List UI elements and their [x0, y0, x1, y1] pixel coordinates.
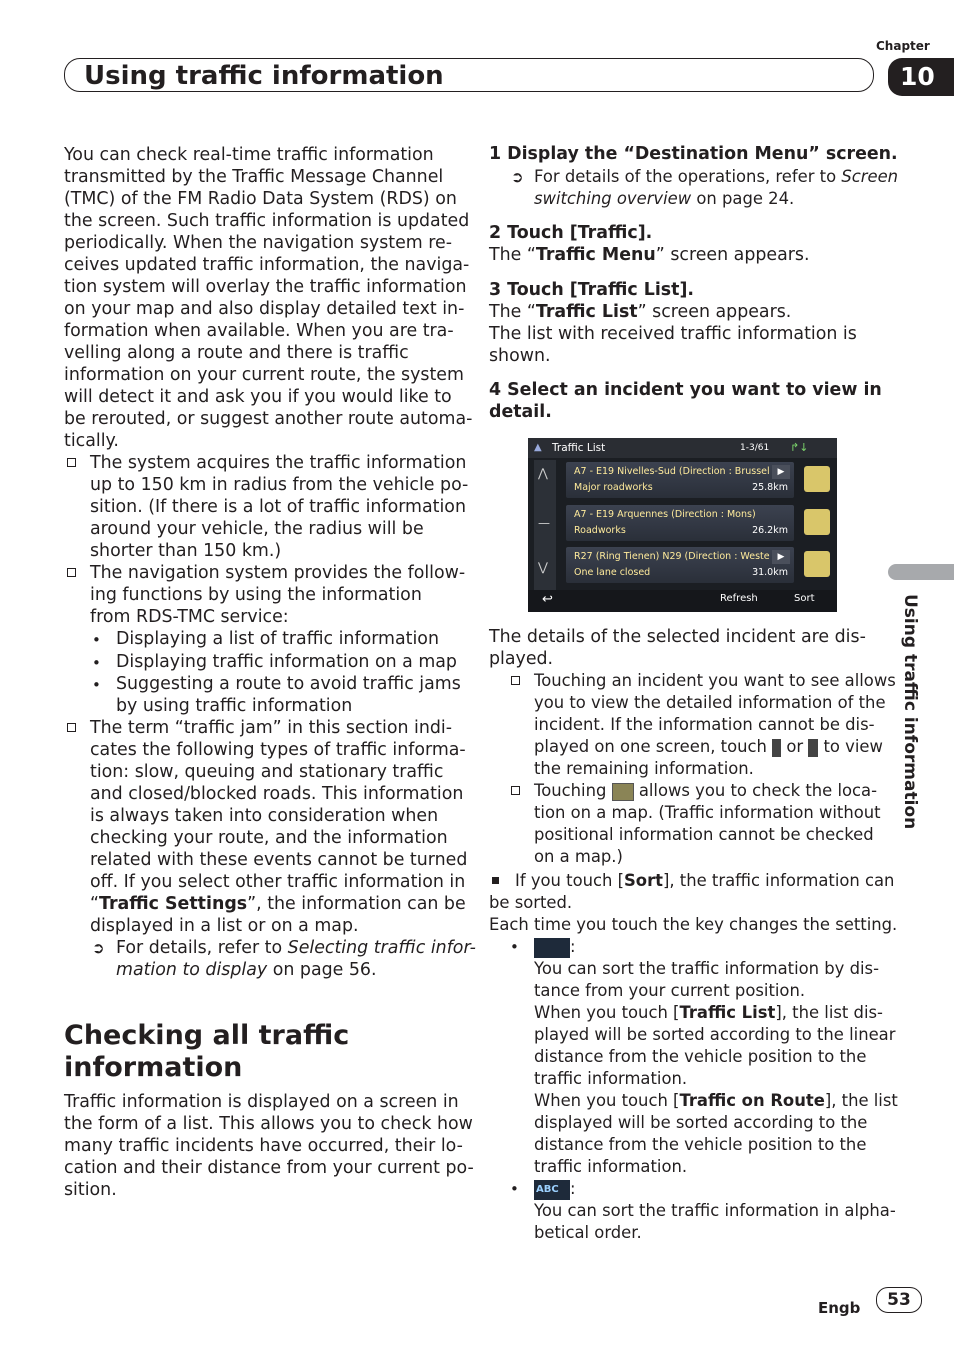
- section-heading: [64, 1020, 349, 1084]
- cross-reference: [116, 937, 476, 981]
- text-line: [116, 937, 476, 959]
- text-line: on a map.): [534, 847, 623, 866]
- sort-alpha-item: [534, 1178, 896, 1244]
- arrow-right-icon: ➲: [92, 939, 105, 957]
- note-bullet-icon: [511, 676, 520, 685]
- sort-distance-icon: [534, 938, 570, 958]
- incident-type: Roadworks: [574, 525, 626, 536]
- text-fragment: ], the list dis-: [775, 1003, 883, 1022]
- text-line: be sorted.: [489, 893, 573, 912]
- text-fragment: Touching: [534, 781, 612, 800]
- traffic-on-route-term: Traffic on Route: [679, 1091, 825, 1110]
- note-bullet-icon: [67, 458, 76, 467]
- text-line: [534, 188, 898, 210]
- text-fragment: ” screen appears.: [637, 302, 792, 322]
- text-line: Touching an incident you want to see allows: [534, 671, 896, 690]
- text-line: [534, 736, 896, 758]
- text-fragment: ”, the information can be: [247, 894, 466, 914]
- text-line: played will be sorted according to the linear: [534, 1025, 896, 1044]
- chapter-number: 10: [888, 58, 954, 96]
- text-line: positional information cannot be checked: [534, 825, 874, 844]
- scroll-up-icon[interactable]: ⋀: [538, 466, 548, 480]
- text-line: played.: [489, 649, 554, 669]
- text-fragment: on page 24.: [691, 189, 795, 208]
- note-bullet-icon: [67, 723, 76, 732]
- text-line: (TMC) of the FM Radio Data System (RDS) on: [64, 189, 457, 209]
- incident-distance: 31.0km: [752, 567, 788, 578]
- text-line: tance from your current position.: [534, 981, 806, 1000]
- text-fragment: When you touch [: [534, 1091, 680, 1110]
- page-number: 53: [876, 1287, 922, 1313]
- sort-paragraph: [489, 870, 897, 936]
- incident-location: A7 - E19 Nivelles-Sud (Direction : Brussel: [574, 466, 770, 477]
- bullet-dot-icon: •: [510, 1180, 519, 1198]
- text-line: by using traffic information: [116, 696, 353, 716]
- language-label: Engb: [818, 1299, 861, 1317]
- text-fragment: The “: [489, 302, 536, 322]
- text-line: checking your route, and the information: [90, 828, 448, 848]
- traffic-list-screenshot: [528, 438, 837, 612]
- text-line: tion system will overlay the traffic information: [64, 277, 467, 297]
- back-icon[interactable]: ↩: [542, 592, 553, 607]
- traffic-menu-term: Traffic Menu: [535, 245, 656, 265]
- text-line: be rerouted, or suggest another route automa-: [64, 409, 473, 429]
- step-3: 3 Touch [Traffic List].: [489, 280, 695, 300]
- note-radius: [90, 452, 468, 562]
- reference-link[interactable]: Selecting traffic infor-: [287, 938, 476, 958]
- text-line: on your map and also display detailed text in-: [64, 299, 465, 319]
- section-title: Using traffic information: [84, 61, 444, 91]
- incident-type: Major roadworks: [574, 482, 653, 493]
- text-line: [116, 959, 476, 981]
- heading-line: Checking all traffic: [64, 1020, 350, 1051]
- scroll-down-icon: [772, 739, 781, 757]
- text-line: the remaining information.: [534, 759, 754, 778]
- text-line: The list with received traffic information is: [489, 324, 857, 344]
- sort-distance-icon[interactable]: ↱↓: [790, 441, 809, 454]
- list-item: Displaying traffic information on a map: [116, 652, 457, 672]
- text-fragment: The “: [489, 245, 536, 265]
- text-line: Traffic information is displayed on a screen in: [64, 1092, 459, 1112]
- step-4: [489, 379, 882, 423]
- text-line: displayed will be sorted according to the: [534, 1113, 868, 1132]
- text-line: is always taken into consideration when: [90, 806, 439, 826]
- traffic-list-term: Traffic List: [535, 302, 638, 322]
- text-line: displayed in a list or on a map.: [90, 916, 359, 936]
- play-icon[interactable]: ▶: [772, 550, 790, 564]
- text-line: [489, 870, 897, 892]
- step-2: 2 Touch [Traffic].: [489, 223, 653, 243]
- text-line: tically.: [64, 431, 119, 451]
- bullet-dot-icon: •: [92, 631, 101, 649]
- arrow-right-icon: ➲: [511, 168, 524, 186]
- text-line: The term “traffic jam” in this section indi-: [90, 718, 453, 738]
- checking-paragraph: [64, 1091, 474, 1201]
- incident-distance: 25.8km: [752, 482, 788, 493]
- text-line: cates the following types of traffic informa-: [90, 740, 466, 760]
- text-line: shorter than 150 km.): [90, 541, 282, 561]
- note-traffic-jam: [90, 717, 467, 937]
- text-line: you to view the detailed information of the: [534, 693, 886, 712]
- list-item: Displaying a list of traffic information: [116, 629, 439, 649]
- step-1-reference: [534, 166, 898, 210]
- screen-title: Traffic List: [552, 442, 606, 454]
- step-1: 1 Display the “Destination Menu” screen.: [489, 144, 898, 164]
- note-functions: [90, 562, 465, 628]
- side-tab-marker: [888, 564, 954, 580]
- text-fragment: For details, refer to: [116, 938, 288, 958]
- scroll-up-icon: [808, 739, 818, 757]
- step-3-result: [489, 301, 857, 367]
- text-fragment: allows you to check the loca-: [633, 781, 878, 800]
- text-fragment: on page 56.: [267, 960, 377, 980]
- reference-link[interactable]: Screen: [841, 167, 899, 186]
- text-line: around your vehicle, the radius will be: [90, 519, 424, 539]
- text-line: ceives updated traffic information, the naviga-: [64, 255, 470, 275]
- reference-link[interactable]: switching overview: [534, 189, 692, 208]
- text-line: information on your current route, the system: [64, 365, 464, 385]
- sort-button[interactable]: Sort: [794, 593, 815, 604]
- text-line: [534, 1002, 898, 1024]
- text-line: Suggesting a route to avoid traffic jams: [116, 674, 461, 694]
- screen-bottom-bar: [528, 590, 837, 612]
- incident-row[interactable]: [566, 462, 794, 498]
- text-fragment: ], the list: [824, 1091, 898, 1110]
- incident-location: R27 (Ring Tienen) N29 (Direction : Weste: [574, 551, 770, 562]
- text-line: [534, 166, 898, 188]
- bullet-dot-icon: •: [510, 938, 519, 956]
- side-section-title: Using traffic information: [900, 594, 920, 830]
- incident-type: One lane closed: [574, 567, 651, 578]
- text-line: incident. If the information cannot be dis-: [534, 715, 875, 734]
- incident-row[interactable]: [566, 547, 794, 583]
- text-line: from RDS-TMC service:: [90, 607, 289, 627]
- list-item: [116, 673, 461, 717]
- text-line: Each time you touch the key changes the setting.: [489, 915, 898, 934]
- scroll-down-icon[interactable]: ⋁: [538, 560, 548, 574]
- sort-alphabetical-icon: ABC: [534, 1180, 570, 1200]
- text-fragment: :: [570, 1179, 576, 1198]
- text-line: 4 Select an incident you want to view in: [489, 380, 882, 400]
- note-touch-map: [534, 780, 881, 868]
- text-line: [534, 936, 898, 958]
- list-count: 1-3/61: [740, 443, 770, 453]
- text-fragment: ” screen appears.: [655, 245, 810, 265]
- text-line: related with these events cannot be turned: [90, 850, 468, 870]
- text-line: velling along a route and there is traffic: [64, 343, 409, 363]
- text-fragment: :: [570, 937, 576, 956]
- text-line: distance from the vehicle position to the: [534, 1135, 867, 1154]
- text-line: detail.: [489, 402, 552, 422]
- bullet-dot-icon: •: [92, 654, 101, 672]
- text-line: [534, 780, 881, 802]
- text-line: tion on a map. (Traffic information without: [534, 803, 881, 822]
- text-line: betical order.: [534, 1223, 642, 1242]
- reference-link[interactable]: mation to display: [116, 960, 268, 980]
- sort-term: Sort: [624, 871, 663, 890]
- text-line: The navigation system provides the follow-: [90, 563, 466, 583]
- text-line: periodically. When the navigation system re-: [64, 233, 452, 253]
- text-line: shown.: [489, 346, 551, 366]
- text-line: formation when available. When you are tra-: [64, 321, 454, 341]
- text-fragment: played on one screen, touch: [534, 737, 773, 756]
- map-button[interactable]: [804, 551, 830, 577]
- text-line: The details of the selected incident are dis-: [489, 627, 866, 647]
- text-line: cation and their distance from your current po-: [64, 1158, 474, 1178]
- text-line: and closed/blocked roads. This information: [90, 784, 464, 804]
- sort-distance-item: [534, 936, 898, 1178]
- bullet-dot-icon: •: [92, 676, 101, 694]
- intro-paragraph: [64, 144, 472, 452]
- refresh-button[interactable]: Refresh: [720, 593, 758, 604]
- text-fragment: If you touch [: [515, 871, 624, 890]
- traffic-list-term: Traffic List: [679, 1003, 776, 1022]
- text-fragment: When you touch [: [534, 1003, 680, 1022]
- note-bullet-icon: [67, 568, 76, 577]
- text-line: You can sort the traffic information by dis-: [534, 959, 879, 978]
- map-button[interactable]: [804, 509, 830, 535]
- note-touch-incident: [534, 670, 896, 780]
- text-line: The system acquires the traffic information: [90, 453, 467, 473]
- text-line: tion: slow, queuing and stationary traffic: [90, 762, 444, 782]
- text-line: ing functions by using the information: [90, 585, 422, 605]
- details-paragraph: [489, 626, 866, 670]
- text-line: sition.: [64, 1180, 117, 1200]
- text-line: the form of a list. This allows you to check how: [64, 1114, 473, 1134]
- text-line: transmitted by the Traffic Message Channel: [64, 167, 444, 187]
- incident-location: A7 - E19 Arquennes (Direction : Mons): [574, 509, 756, 520]
- note-bullet-icon: [511, 786, 520, 795]
- text-line: [90, 893, 467, 915]
- quote-open: “: [90, 894, 100, 914]
- text-fragment: For details of the operations, refer to: [534, 167, 842, 186]
- text-line: distance from the vehicle position to the: [534, 1047, 867, 1066]
- text-fragment: to view: [818, 737, 883, 756]
- text-line: traffic information.: [534, 1069, 688, 1088]
- text-line: You can check real-time traffic information: [64, 145, 434, 165]
- text-fragment: ], the traffic information can: [662, 871, 895, 890]
- text-line: sition. (If there is a lot of traffic information: [90, 497, 466, 517]
- scroll-handle-icon[interactable]: —: [538, 516, 550, 530]
- text-line: [534, 1178, 896, 1200]
- text-line: many traffic incidents have occurred, their lo-: [64, 1136, 463, 1156]
- text-line: up to 150 km in radius from the vehicle po-: [90, 475, 469, 495]
- car-icon: ▲: [534, 442, 542, 453]
- text-line: will detect it and ask you if you would like to: [64, 387, 452, 407]
- play-icon[interactable]: ▶: [772, 465, 790, 479]
- text-fragment: or: [781, 737, 809, 756]
- text-line: the screen. Such traffic information is updated: [64, 211, 470, 231]
- text-line: [489, 301, 857, 323]
- chapter-label: Chapter: [876, 39, 930, 53]
- step-2-result: [489, 244, 810, 266]
- incident-distance: 26.2km: [752, 525, 788, 536]
- heading-line: information: [64, 1052, 243, 1083]
- text-line: You can sort the traffic information in alpha-: [534, 1201, 896, 1220]
- map-icon: [612, 783, 634, 801]
- text-line: [534, 1090, 898, 1112]
- traffic-settings-term: Traffic Settings: [99, 894, 248, 914]
- incident-row[interactable]: [566, 505, 794, 541]
- map-button[interactable]: [804, 466, 830, 492]
- text-line: off. If you select other traffic information in: [90, 872, 466, 892]
- text-line: traffic information.: [534, 1157, 688, 1176]
